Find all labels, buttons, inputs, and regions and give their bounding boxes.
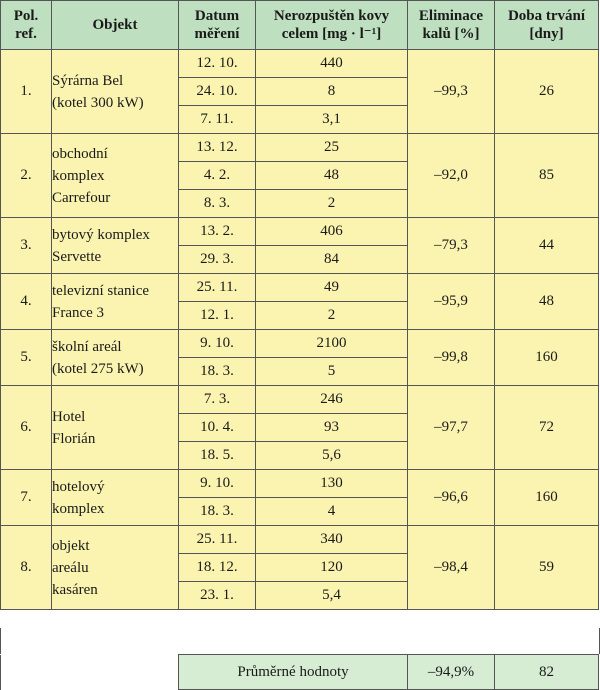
table-row xyxy=(1,470,599,498)
objekt-line: (kotel 275 kW) xyxy=(52,360,144,377)
ref-cell: 7. xyxy=(1,470,52,526)
objekt-line: bytový komplex xyxy=(52,226,150,243)
objekt-line: objekt xyxy=(52,537,90,554)
objekt-line: Servette xyxy=(52,248,102,265)
average-table xyxy=(0,654,599,690)
value-cell: 25 xyxy=(256,134,408,162)
objekt-line: kasáren xyxy=(52,581,98,598)
date-cell: 12. 1. xyxy=(179,302,256,330)
value-cell: 130 xyxy=(256,470,408,498)
eliminace-cell: –79,3 xyxy=(408,218,495,274)
ref-cell: 4. xyxy=(1,274,52,330)
objekt-cell xyxy=(52,50,179,134)
ref-cell: 6. xyxy=(1,386,52,470)
eliminace-cell: –96,6 xyxy=(408,470,495,526)
table-gap xyxy=(0,628,600,654)
value-cell: 48 xyxy=(256,162,408,190)
objekt-cell xyxy=(52,526,179,610)
average-blank xyxy=(1,655,179,690)
date-cell: 13. 2. xyxy=(179,218,256,246)
value-cell: 3,1 xyxy=(256,106,408,134)
value-cell: 49 xyxy=(256,274,408,302)
objekt-line: Carrefour xyxy=(52,189,111,206)
date-cell: 18. 3. xyxy=(179,498,256,526)
value-cell: 93 xyxy=(256,414,408,442)
date-cell: 18. 12. xyxy=(179,554,256,582)
doba-cell: 44 xyxy=(495,218,599,274)
value-cell: 5,6 xyxy=(256,442,408,470)
value-cell: 440 xyxy=(256,50,408,78)
objekt-line: obchodní xyxy=(52,145,108,162)
objekt-cell xyxy=(52,134,179,218)
value-cell: 84 xyxy=(256,246,408,274)
objekt-line: komplex xyxy=(52,167,105,184)
average-label: Průměrné hodnoty xyxy=(179,655,408,690)
date-cell: 12. 10. xyxy=(179,50,256,78)
header-datum: Datum měření xyxy=(179,1,256,50)
eliminace-cell: –97,7 xyxy=(408,386,495,470)
objekt-cell xyxy=(52,386,179,470)
objekt-cell xyxy=(52,470,179,526)
doba-cell: 59 xyxy=(495,526,599,610)
value-cell: 246 xyxy=(256,386,408,414)
ref-cell: 5. xyxy=(1,330,52,386)
ref-cell: 2. xyxy=(1,134,52,218)
header-objekt: Objekt xyxy=(52,1,179,50)
objekt-line: (kotel 300 kW) xyxy=(52,94,144,111)
table-row xyxy=(1,50,599,78)
value-cell: 120 xyxy=(256,554,408,582)
objekt-line: komplex xyxy=(52,500,105,517)
date-cell: 23. 1. xyxy=(179,582,256,610)
header-pol-ref: Pol. ref. xyxy=(1,1,52,50)
table-row xyxy=(1,330,599,358)
table-row xyxy=(1,274,599,302)
doba-cell: 72 xyxy=(495,386,599,470)
date-cell: 8. 3. xyxy=(179,190,256,218)
date-cell: 18. 3. xyxy=(179,358,256,386)
objekt-line: France 3 xyxy=(52,304,105,321)
header-eliminace: Eliminace kalů [%] xyxy=(408,1,495,50)
table-body xyxy=(1,50,599,610)
value-cell: 5 xyxy=(256,358,408,386)
objekt-cell xyxy=(52,330,179,386)
table-row xyxy=(1,218,599,246)
objekt-cell xyxy=(52,218,179,274)
average-doba: 82 xyxy=(495,655,599,690)
eliminace-cell: –99,3 xyxy=(408,50,495,134)
table-row xyxy=(1,386,599,414)
doba-cell: 85 xyxy=(495,134,599,218)
table-row xyxy=(1,526,599,554)
ref-cell: 1. xyxy=(1,50,52,134)
date-cell: 25. 11. xyxy=(179,274,256,302)
date-cell: 18. 5. xyxy=(179,442,256,470)
date-cell: 7. 3. xyxy=(179,386,256,414)
doba-cell: 48 xyxy=(495,274,599,330)
value-cell: 2100 xyxy=(256,330,408,358)
value-cell: 340 xyxy=(256,526,408,554)
objekt-line: školní areál xyxy=(52,338,122,355)
ref-cell: 3. xyxy=(1,218,52,274)
objekt-cell xyxy=(52,274,179,330)
doba-cell: 160 xyxy=(495,470,599,526)
objekt-line: hotelový xyxy=(52,478,105,495)
value-cell: 2 xyxy=(256,190,408,218)
doba-cell: 160 xyxy=(495,330,599,386)
eliminace-cell: –95,9 xyxy=(408,274,495,330)
value-cell: 8 xyxy=(256,78,408,106)
table-row xyxy=(1,134,599,162)
date-cell: 29. 3. xyxy=(179,246,256,274)
date-cell: 10. 4. xyxy=(179,414,256,442)
date-cell: 25. 11. xyxy=(179,526,256,554)
date-cell: 24. 10. xyxy=(179,78,256,106)
eliminace-cell: –92,0 xyxy=(408,134,495,218)
value-cell: 5,4 xyxy=(256,582,408,610)
date-cell: 4. 2. xyxy=(179,162,256,190)
objekt-line: Hotel xyxy=(52,408,86,425)
value-cell: 4 xyxy=(256,498,408,526)
objekt-line: Sýrárna Bel xyxy=(52,72,124,89)
average-eliminace: –94,9% xyxy=(408,655,495,690)
average-row xyxy=(1,655,599,690)
eliminace-cell: –99,8 xyxy=(408,330,495,386)
header-doba: Doba trvání [dny] xyxy=(495,1,599,50)
value-cell: 2 xyxy=(256,302,408,330)
date-cell: 9. 10. xyxy=(179,470,256,498)
date-cell: 7. 11. xyxy=(179,106,256,134)
date-cell: 13. 12. xyxy=(179,134,256,162)
eliminace-cell: –98,4 xyxy=(408,526,495,610)
value-cell: 406 xyxy=(256,218,408,246)
header-nerozpusten: Nerozpuštěn kovy celem [mg · l⁻¹] xyxy=(256,1,408,50)
objekt-line: areálu xyxy=(52,559,89,576)
header-row xyxy=(1,1,599,50)
ref-cell: 8. xyxy=(1,526,52,610)
objekt-line: televizní stanice xyxy=(52,282,150,299)
objekt-line: Florián xyxy=(52,430,96,447)
date-cell: 9. 10. xyxy=(179,330,256,358)
doba-cell: 26 xyxy=(495,50,599,134)
